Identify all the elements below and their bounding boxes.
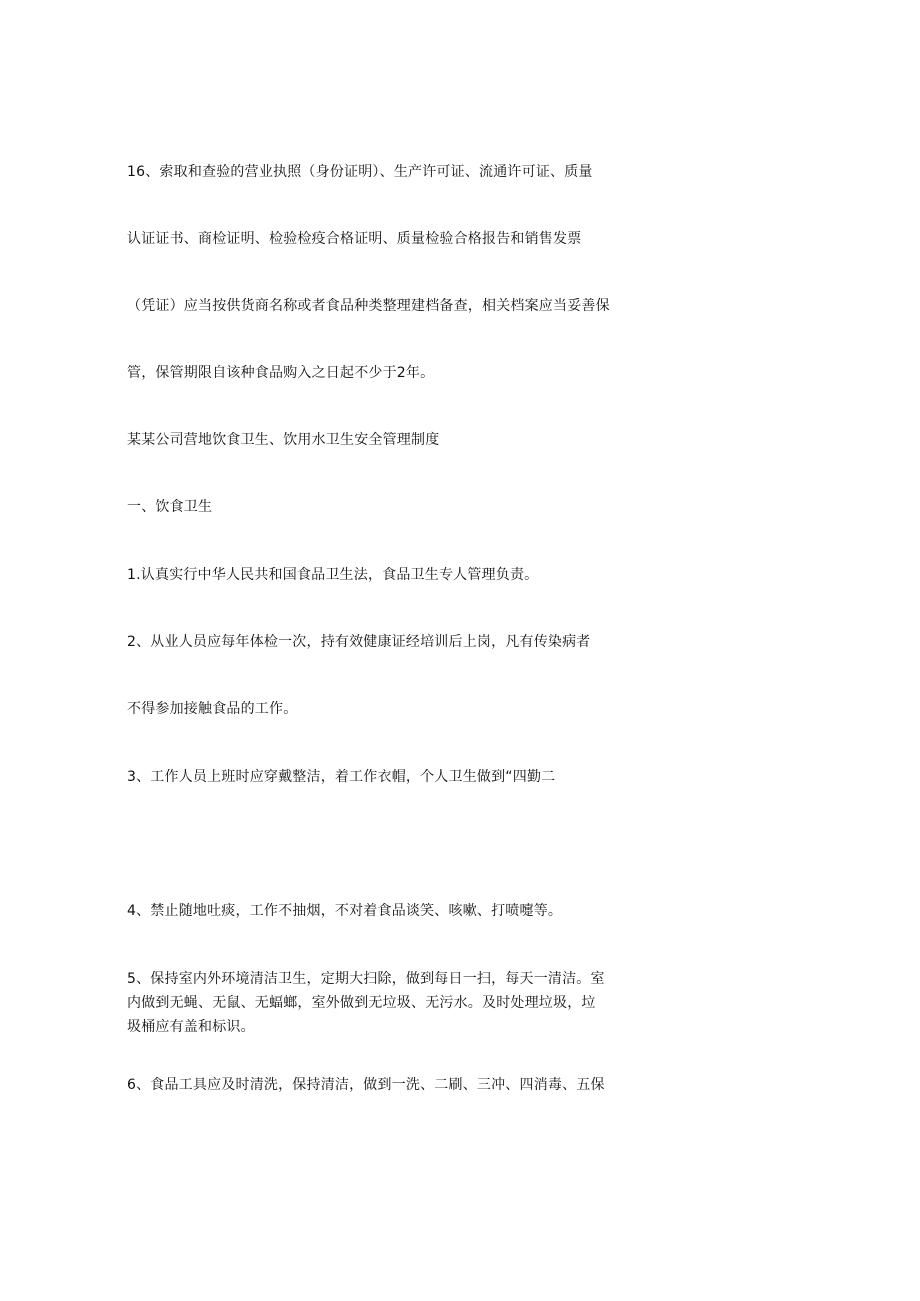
item-5-line-2: 内做到无蝇、无鼠、无蝠螂，室外做到无垃圾、无污水。及时处理垃圾，垃 [127,995,596,1011]
paragraph-16-line-2: 认证证书、商检证明、检验检疫合格证明、质量检验合格报告和销售发票 [127,231,582,247]
section-title: 某某公司营地饮食卫生、饮用水卫生安全管理制度 [127,432,440,448]
item-5-line-3: 圾桶应有盖和标识。 [127,1019,255,1035]
item-1: 1.认真实行中华人民共和国食品卫生法，食品卫生专人管理负责。 [127,567,539,583]
item-2-line-1: 2、从业人员应每年体检一次，持有效健康证经培训后上岗，凡有传染病者 [127,634,591,650]
item-2-line-2: 不得参加接触食品的工作。 [127,701,298,717]
paragraph-16-line-1: 16、索取和查验的营业执照（身份证明）、生产许可证、流通许可证、质量 [127,164,593,180]
item-3: 3、工作人员上班时应穿戴整洁，着工作衣帽，个人卫生做到“四勤二 [127,769,556,785]
item-5-line-1: 5、保持室内外环境清洁卫生，定期大扫除，做到每日一扫，每天一清洁。室 [127,971,605,987]
item-4: 4、禁止随地吐痰，工作不抽烟，不对着食品谈笑、咳嗽、打喷嚏等。 [127,903,563,919]
subsection-heading: 一、饮食卫生 [127,499,213,515]
paragraph-16-line-3: （凭证）应当按供货商名称或者食品种类整理建档备查，相关档案应当妥善保 [127,298,610,314]
item-6: 6、食品工具应及时清洗，保持清洁，做到一洗、二刷、三冲、四消毒、五保 [127,1077,605,1093]
paragraph-16-line-4: 管，保管期限自该种食品购入之日起不少于2年。 [127,365,435,381]
